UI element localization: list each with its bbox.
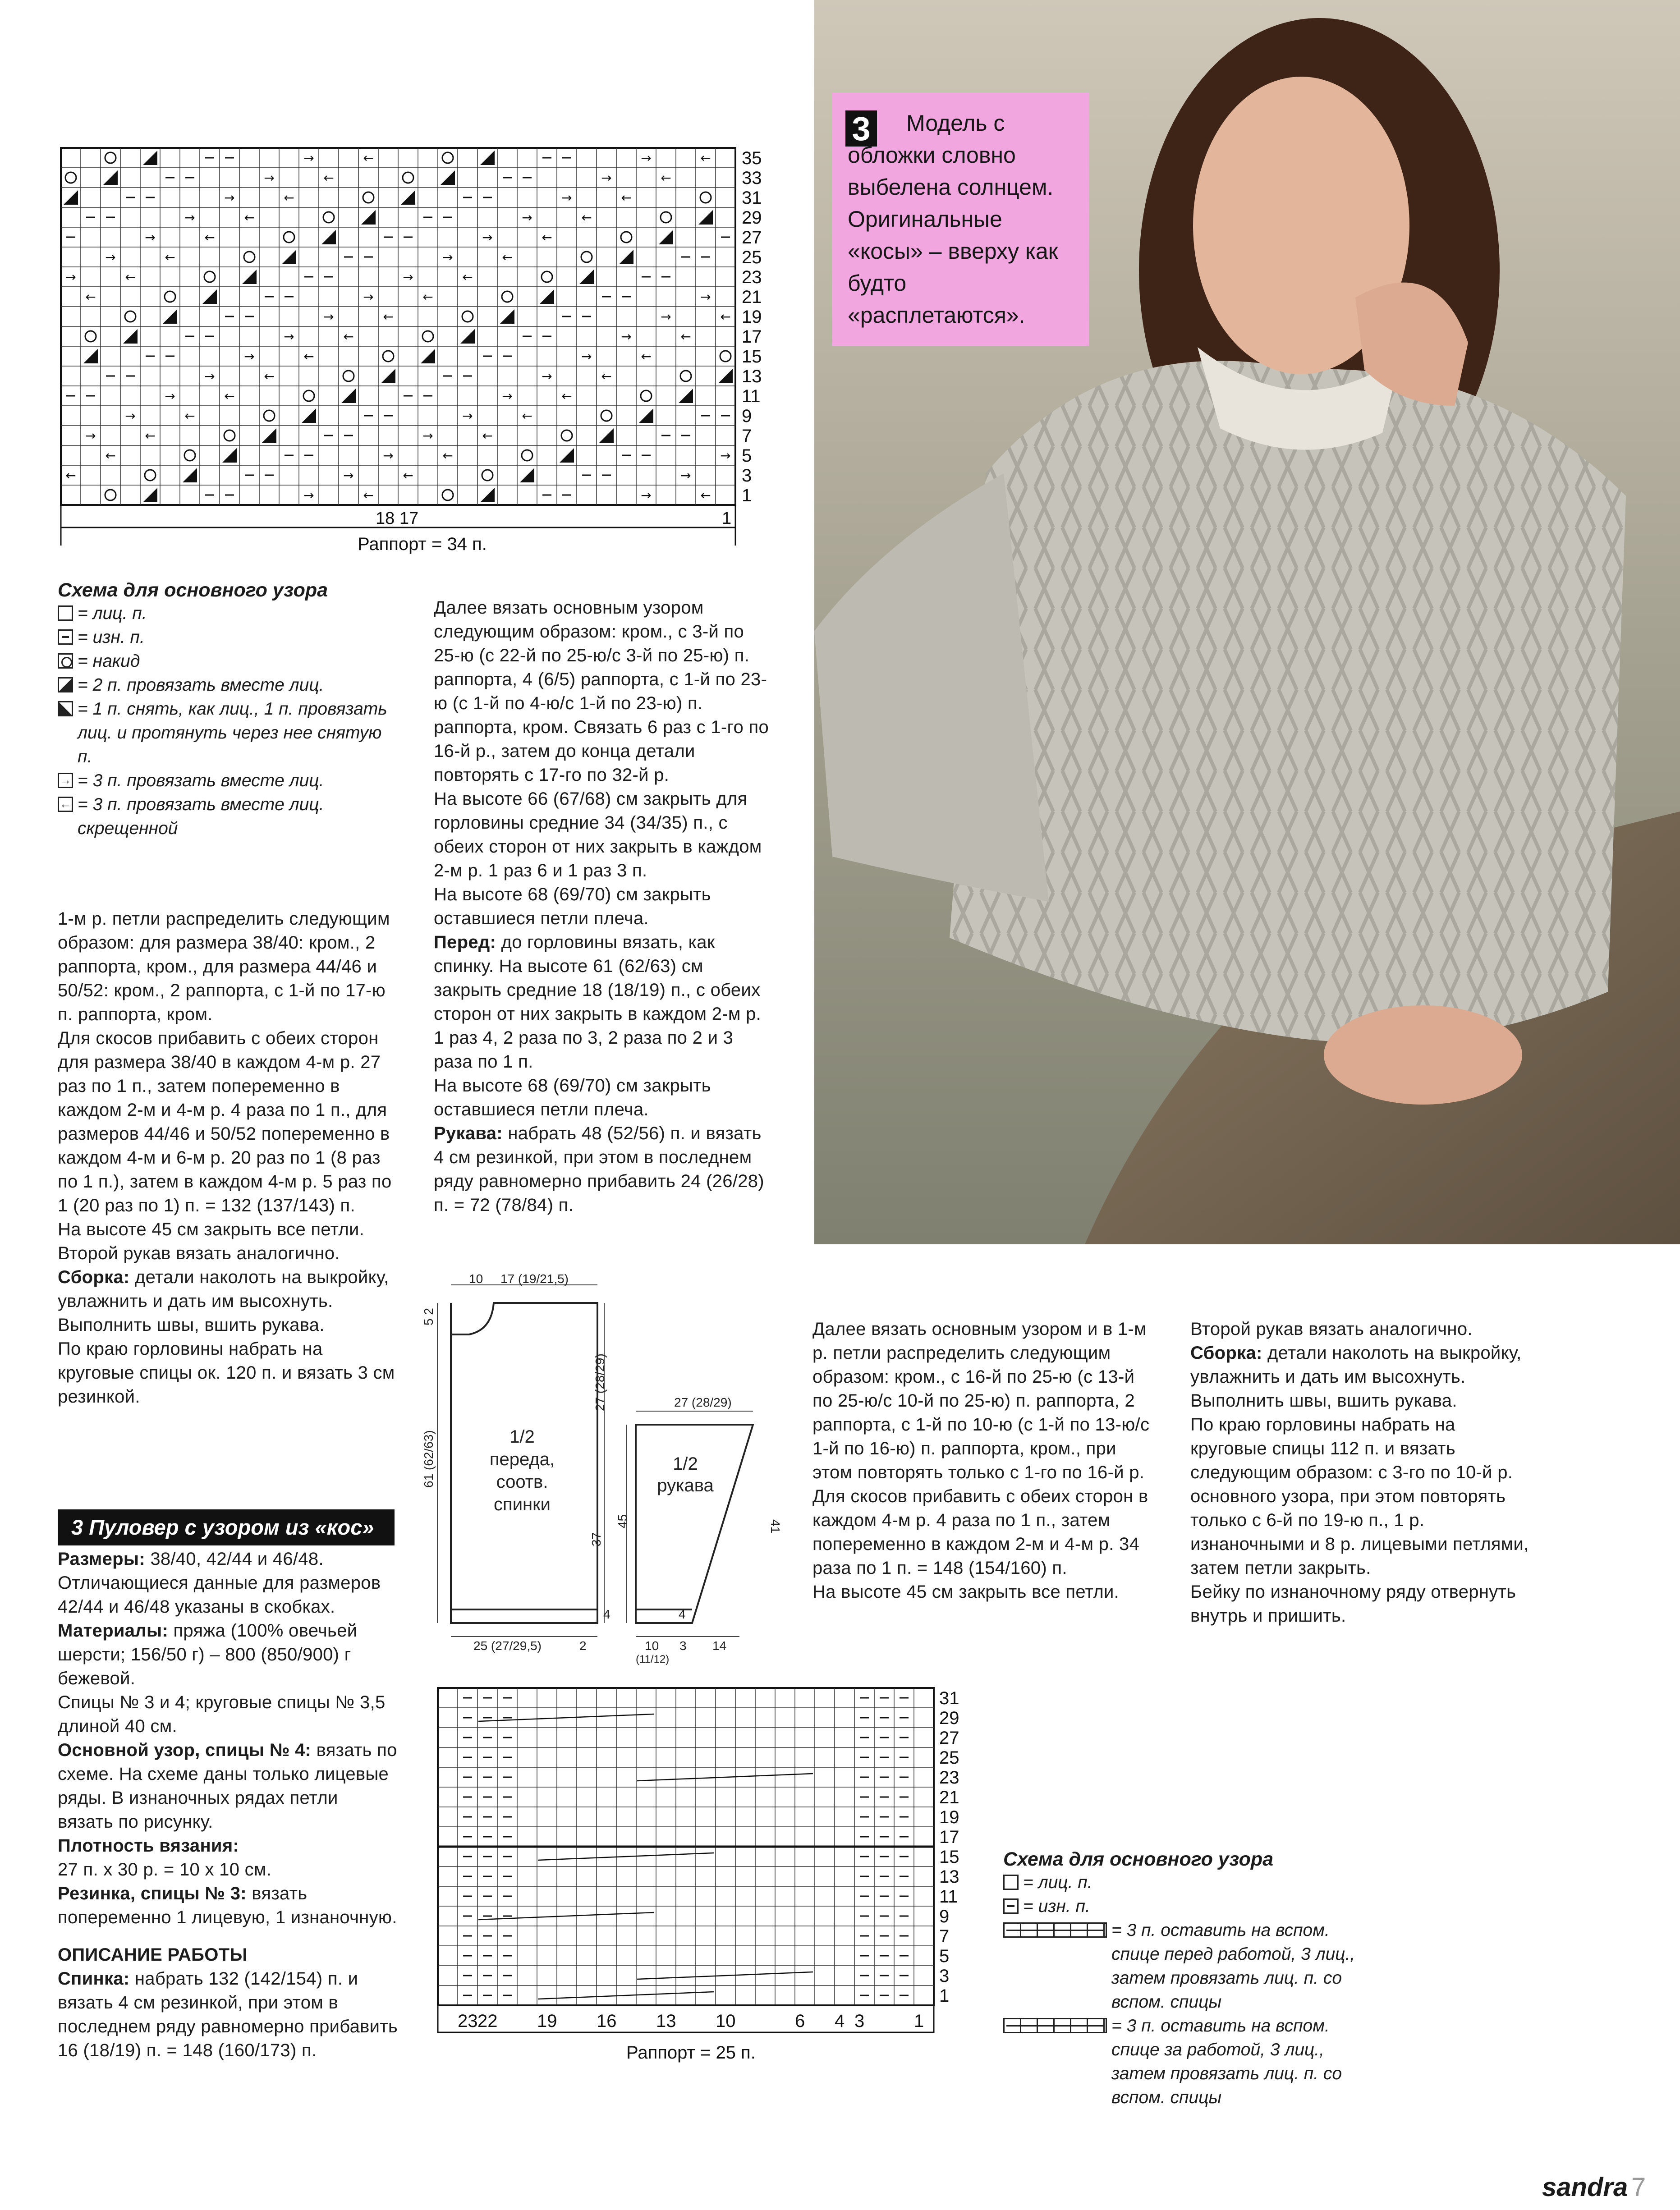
k3tog-tbl-cell: ←	[700, 151, 711, 165]
k3tog-tbl-cell: ←	[601, 369, 612, 384]
k3tog-cell: →	[125, 408, 136, 423]
repeat-label: Раппорт = 34 п.	[358, 534, 487, 554]
cable-back-symbol-icon	[1003, 2018, 1107, 2033]
k3tog-cell: →	[244, 349, 255, 364]
row-number: 11	[742, 386, 761, 406]
k3tog-cell: →	[65, 270, 76, 284]
dim-label: 14	[712, 1639, 727, 1653]
legend-item-knit: = лиц. п.	[58, 601, 400, 625]
row-number: 5	[939, 1946, 950, 1966]
legend-main-pattern	[58, 579, 400, 840]
purl-symbol-icon	[1003, 1898, 1019, 1914]
k3tog-tbl-cell: ←	[165, 250, 175, 265]
dim-label: 25 (27/29,5)	[473, 1639, 542, 1653]
k3tog-tbl-cell: ←	[303, 349, 314, 364]
text-column-1-lower: Размеры: 38/40, 42/44 и 46/48. Отличающиеся данные для размеров 42/44 и 46/48 указаны в скобках. Материалы: пряжа (100% овечьей шерсти; 156/50 г) – 800 (850/900) г бежевой. Спицы № 3 и 4; круговые спицы № 3,5 длиной 40 см. Основной узор, спицы № 4: вязать по схеме. На схеме даны только лицевые ряды. В изнаночных рядах петли вязать по рисунку. Плотность вязания: 27 п. х 30 р. = 10 х 10 см. Резинка, спицы № 3: вязать попеременно 1 лицевую, 1 изнаночную. ОПИСАНИЕ РАБОТЫ Спинка: набрать 132 (142/154) п. и вязать 4 см резинкой, при этом в последнем ряду равномерно прибавить 16 (18/19) п. = 148 (160/173) п.	[58, 1549, 398, 2060]
row-number: 23	[939, 1768, 959, 1788]
k3tog-tbl-cell: ←	[680, 329, 691, 344]
k3tog-tbl-cell: ←	[641, 349, 652, 364]
row-number: 21	[939, 1788, 959, 1807]
body-label: спинки	[494, 1495, 551, 1514]
k3tog-cell: →	[482, 230, 493, 245]
row-number: 35	[742, 148, 762, 168]
section-heading: 3 Пуловер с узором из «кос»	[58, 1509, 395, 1545]
row-number: 25	[939, 1748, 959, 1768]
dim-label: 10	[645, 1639, 659, 1653]
k3tog-cell: →	[343, 468, 354, 483]
legend-item-cable-front: = 3 п. оставить на вспом. спице перед работой, 3 лиц., затем провязать лиц. п. со вспом. спицы	[1003, 1918, 1364, 2014]
k3tog-tbl-cell: ←	[403, 468, 413, 483]
dim-label: 2	[579, 1639, 587, 1653]
row-number: 31	[742, 188, 762, 208]
k3tog-cell: →	[224, 190, 235, 205]
dim-label: 61 (62/63)	[422, 1430, 436, 1488]
k3tog-cell: →	[323, 309, 334, 324]
k3tog-tbl-cell: ←	[462, 270, 473, 284]
legend-item-purl: = изн. п.	[1003, 1894, 1364, 1918]
col-label: 22	[477, 2011, 498, 2031]
k2tog-symbol-icon	[58, 677, 73, 692]
dim-label: (11/12)	[636, 1653, 670, 1665]
legend-item-knit: = лиц. п.	[1003, 1871, 1364, 1894]
k3tog-tbl-cell: ←	[323, 170, 334, 185]
k3tog-tbl-cell: ←	[542, 230, 552, 245]
k3tog-tbl-cell: ←	[204, 230, 215, 245]
dim-label: 4	[603, 1607, 610, 1621]
k3tog-tbl-cell: ←	[700, 488, 711, 503]
k3tog-tbl-cell: ←	[184, 408, 195, 423]
dim-label: 27 (28/29)	[593, 1353, 607, 1411]
k3tog-tbl-cell: ←	[561, 389, 572, 403]
row-number: 25	[742, 248, 762, 267]
body-label: переда,	[489, 1449, 555, 1469]
k3tog-cell: →	[264, 170, 275, 185]
k3tog-tbl-cell: ←	[224, 389, 235, 403]
k3tog-tbl-cell: ←	[383, 309, 394, 324]
k3tog-cell: →	[700, 289, 711, 304]
purl-symbol-icon	[58, 629, 73, 645]
k3tog-tbl-cell: ←	[422, 289, 433, 304]
col-label: 19	[537, 2011, 557, 2031]
dim-label: 4	[679, 1607, 686, 1621]
knit-symbol-icon	[58, 605, 73, 621]
k3tog-cell: →	[284, 329, 294, 344]
col-label: 18 17	[376, 509, 419, 528]
paragraph: По краю горловины набрать на круговые спицы ок. 120 п. и вязать 3 см резинкой.	[58, 1339, 395, 1407]
legend-item-skp: = 1 п. снять, как лиц., 1 п. провязать лиц. и протянуть через нее снятую п.	[58, 697, 400, 769]
k3tog-tbl-cell: ←	[581, 210, 592, 225]
k3tog-cell: →	[542, 369, 552, 384]
row-number: 23	[742, 267, 762, 287]
k3tog-tbl-cell: ←	[145, 428, 156, 443]
paragraph: Сборка: детали наколоть на выкройку, увлажнить и дать им высохнуть. Выполнить швы, вшить рукава.	[58, 1267, 389, 1335]
k3tog-left-symbol-icon: ←	[58, 797, 73, 812]
row-number: 27	[939, 1728, 959, 1748]
dim-label: 10	[469, 1272, 483, 1286]
k3tog-cell: →	[363, 289, 374, 304]
k3tog-tbl-cell: ←	[720, 309, 731, 324]
col-label: 1	[722, 509, 732, 528]
paragraph: Второй рукав вязать аналогично.	[58, 1243, 340, 1263]
k3tog-cell: →	[303, 151, 314, 165]
k3tog-cell: →	[641, 488, 652, 503]
row-number: 1	[742, 486, 752, 505]
row-number: 15	[939, 1847, 959, 1867]
row-number: 17	[939, 1827, 959, 1847]
text-column-4: Второй рукав вязать аналогично. Сборка: детали наколоть на выкройку, увлажнить и дать им высохнуть. Выполнить швы, вшить рукава. По краю горловины набрать на круговые спицы 112 п. и вязать следующим образом: с 3-го по 10-й р. основного узора, при этом повторять только с 6-й по 19-ю п., 1 р. изнаночными и 8 р. лицевыми петлями, затем петли закрыть. Бейку по изнаночному ряду отвернуть внутрь и пришить.	[1190, 1319, 1529, 1626]
paragraph: 1-м р. петли распределить следующим образом: для размера 38/40: кром., 2 раппорта, кром., для размера 44/46 и 50/52: кром., 2 раппорта, с 1-й по 17-ю п. раппорта, кром.	[58, 909, 390, 1024]
k3tog-tbl-cell: ←	[363, 488, 374, 503]
row-number: 3	[939, 1966, 950, 1986]
legend-item-k3tog-tbl: ← = 3 п. провязать вместе лиц. скрещенной	[58, 793, 400, 840]
k3tog-cell: →	[105, 250, 116, 265]
k3tog-cell: →	[204, 369, 215, 384]
k3tog-cell: →	[145, 230, 156, 245]
legend-item-k2tog: = 2 п. провязать вместе лиц.	[58, 673, 400, 697]
dim-label: 37	[589, 1532, 603, 1546]
legend-item-cable-back: = 3 п. оставить на вспом. спице за работой, 3 лиц., затем провязать лиц. п. со вспом. спицы	[1003, 2014, 1364, 2109]
cable-front-symbol-icon	[1003, 1922, 1107, 1938]
text-column-3: Далее вязать основным узором и в 1-м р. петли распределить следующим образом: кром., с 16-й по 25-ю (с 13-й по 25-ю/с 10-й по 25-ю) п. раппорта, 2 раппорта, с 1-й по 10-ю (с 1-й по 13-ю/с 1-й по 16-ю) п. раппорта, кром., при этом повторять только с 1-го по 16-й р. Для скосов прибавить с обеих сторон в каждом 4-м р. 4 раза по 1 п., затем попеременно в каждом 2-м и 4-м р. 34 раза по 1 п. = 148 (154/160) п. На высоте 45 см закрыть все петли.	[812, 1319, 1150, 1602]
row-number: 19	[742, 307, 762, 327]
col-label: 13	[656, 2011, 676, 2031]
row-number: 7	[742, 426, 752, 446]
page-number: 7	[1631, 2173, 1646, 2202]
k3tog-cell: →	[661, 309, 671, 324]
k3tog-tbl-cell: ←	[343, 329, 354, 344]
row-number: 19	[939, 1807, 959, 1827]
yarnover-symbol-icon	[58, 653, 73, 669]
legend-item-k3tog: → = 3 п. провязать вместе лиц.	[58, 769, 400, 793]
k3tog-tbl-cell: ←	[363, 151, 374, 165]
legend-item-purl: = изн. п.	[58, 625, 400, 649]
dim-label: 17 (19/21,5)	[500, 1272, 569, 1286]
row-number: 29	[939, 1708, 959, 1728]
row-number: 15	[742, 347, 762, 367]
k3tog-cell: →	[680, 468, 691, 483]
k3tog-tbl-cell: ←	[502, 250, 513, 265]
col-label: 1	[914, 2011, 924, 2031]
k3tog-tbl-cell: ←	[244, 210, 255, 225]
col-label: 6	[795, 2011, 805, 2031]
row-number: 3	[742, 466, 752, 486]
k3tog-tbl-cell: ←	[621, 190, 632, 205]
row-number: 9	[742, 406, 752, 426]
row-number: 1	[939, 1986, 950, 2006]
row-number: 31	[939, 1688, 959, 1708]
text-column-1	[58, 907, 398, 1409]
k3tog-cell: →	[641, 151, 652, 165]
k3tog-cell: →	[720, 448, 731, 463]
legend-item-yarnover: = накид	[58, 649, 400, 673]
k3tog-tbl-cell: ←	[85, 289, 96, 304]
dim-label: 45	[615, 1514, 629, 1528]
k3tog-tbl-cell: ←	[125, 270, 136, 284]
k3tog-cell: →	[165, 389, 175, 403]
col-label: 23	[458, 2011, 478, 2031]
k3tog-tbl-cell: ←	[522, 408, 532, 423]
row-number: 29	[742, 208, 762, 228]
skp-symbol-icon	[58, 701, 73, 716]
paragraph: На высоте 45 см закрыть все петли.	[58, 1220, 365, 1239]
garment-schematic	[422, 1272, 812, 1665]
k3tog-cell: →	[462, 408, 473, 423]
legend-cable-pattern	[1003, 1848, 1364, 2109]
k3tog-cell: →	[303, 488, 314, 503]
col-label: 3	[854, 2011, 865, 2031]
legend-title: Схема для основного узора	[58, 579, 328, 601]
k3tog-cell: →	[581, 349, 592, 364]
row-number: 9	[939, 1907, 950, 1926]
k3tog-tbl-cell: ←	[105, 448, 116, 463]
k3tog-tbl-cell: ←	[661, 170, 671, 185]
row-number: 21	[742, 287, 762, 307]
knit-symbol-icon	[1003, 1875, 1019, 1890]
row-number: 7	[939, 1926, 950, 1946]
k3tog-cell: →	[184, 210, 195, 225]
text-column-2: Далее вязать основным узором следующим образом: кром., с 3-й по 25-ю (с 22-й по 25-ю/с 3-й по 25-ю) п. раппорта, 4 (6/5) раппорта, с 1-й по 23-ю (с 1-й по 4-ю/с 1-й по 23-ю) п. раппорта, кром. Связать 6 раз с 1-го по 16-й р., затем до конца детали повторять с 17-го по 32-й р. На высоте 66 (67/68) см закрыть для горловины средние 34 (34/35) п., с обеих сторон от них закрыть в каждом 2-м р. 1 раз 6 и 1 раз 3 п. На высоте 68 (69/70) см закрыть оставшиеся петли плеча. Перед: до горловины вязать, как спинку. На высоте 61 (62/63) см закрыть средние 18 (18/19) п., с обеих сторон от них закрыть в каждом 2-м р. 1 раз 4, 2 раза по 3, 2 раза по 2 и 3 раза по 1 п. На высоте 68 (69/70) см закрыть оставшиеся петли плеча. Рукава: набрать 48 (52/56) п. и вязать 4 см резинкой, при этом в последнем ряду равномерно прибавить 24 (26/28) п. = 72 (78/84) п.	[434, 598, 769, 1215]
model-number-badge: 3	[845, 110, 877, 147]
row-number: 17	[742, 327, 762, 347]
row-number: 13	[742, 367, 762, 386]
sleeve-label: рукава	[657, 1476, 714, 1495]
k3tog-cell: →	[85, 428, 96, 443]
lace-chart	[56, 143, 760, 563]
k3tog-cell: →	[621, 329, 632, 344]
k3tog-tbl-cell: ←	[482, 428, 493, 443]
row-number: 5	[742, 446, 752, 466]
paragraph: Для скосов прибавить с обеих сторон для размера 38/40 в каждом 4-м р. 27 раз по 1 п., затем попеременно в каждом 2-м и 4-м р. 4 раза по 1 п., для размеров 44/46 и 50/52 попеременно в каждом 4-м и 6-м р. 20 раз по 1 (8 раз по 1 п.), затем в каждом 4-м р. 5 раз по 1 (20 раз по 1) п. = 132 (137/143) п.	[58, 1028, 392, 1215]
body-label: 1/2	[510, 1427, 535, 1447]
row-number: 27	[742, 228, 762, 248]
row-number: 33	[742, 168, 762, 188]
dim-label: 41	[768, 1519, 782, 1534]
k3tog-cell: →	[561, 190, 572, 205]
k3tog-right-symbol-icon: →	[58, 773, 73, 788]
magazine-logo: sandra	[1542, 2173, 1628, 2202]
sleeve-label: 1/2	[673, 1454, 698, 1474]
k3tog-cell: →	[601, 170, 612, 185]
k3tog-cell: →	[403, 270, 413, 284]
k3tog-cell: →	[383, 448, 394, 463]
body-label: соотв.	[496, 1472, 548, 1492]
col-label: 10	[716, 2011, 736, 2031]
k3tog-tbl-cell: ←	[442, 448, 453, 463]
col-label: 16	[597, 2011, 617, 2031]
cable-chart	[435, 1685, 994, 2082]
k3tog-cell: →	[442, 250, 453, 265]
row-number: 11	[939, 1887, 958, 1907]
k3tog-cell: →	[422, 428, 433, 443]
k3tog-tbl-cell: ←	[65, 468, 76, 483]
k3tog-cell: →	[502, 389, 513, 403]
dim-label: 27 (28/29)	[674, 1395, 732, 1409]
dim-label: 5 2	[422, 1308, 436, 1325]
photo-caption-text: Модель с обложки словно выбелена солнцем. Оригинальные «косы» – вверху как будто «расплетаются».	[848, 110, 1058, 328]
k3tog-tbl-cell: ←	[264, 369, 275, 384]
repeat-label: Раппорт = 25 п.	[626, 2043, 756, 2063]
k3tog-cell: →	[522, 210, 532, 225]
col-label: 4	[835, 2011, 845, 2031]
dim-label: 3	[679, 1639, 687, 1653]
legend-title: Схема для основного узора	[1003, 1848, 1274, 1870]
k3tog-tbl-cell: ←	[284, 190, 294, 205]
row-number: 13	[939, 1867, 959, 1887]
